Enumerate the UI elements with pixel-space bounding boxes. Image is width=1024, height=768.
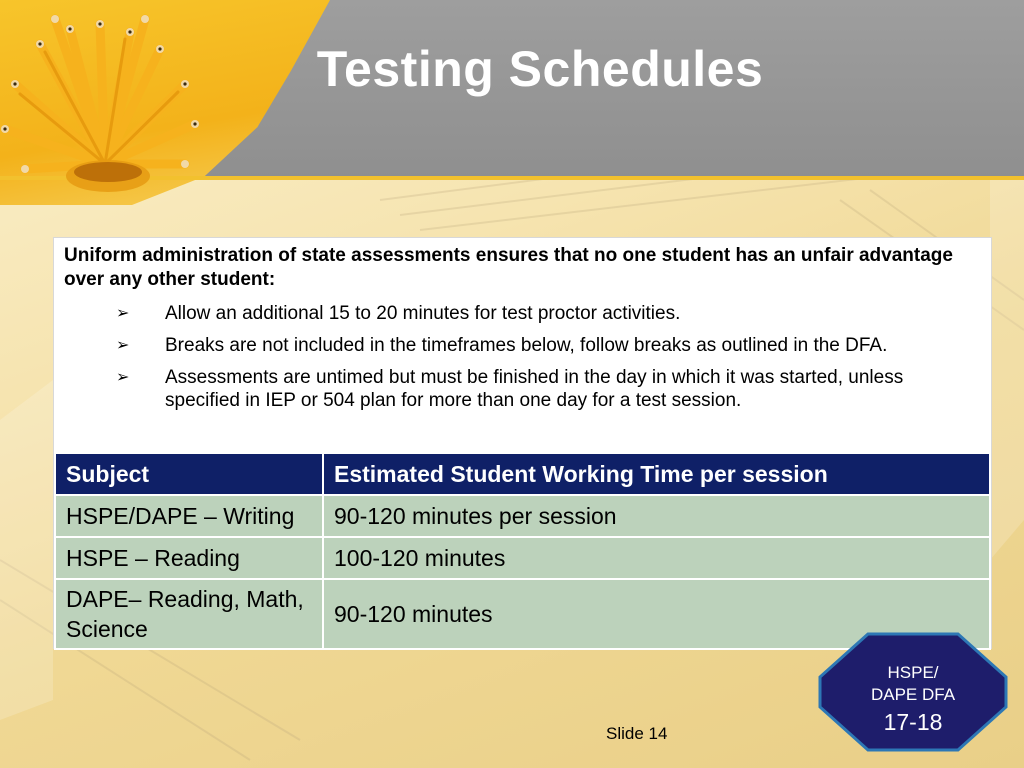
bullet-list [112, 302, 982, 421]
content-box [53, 237, 992, 649]
list-item [112, 302, 982, 325]
arrow-bullet-icon: ➢ [116, 369, 130, 386]
table-row [55, 537, 990, 579]
bullet-text: Breaks are not included in the timeframes below, follow breaks as outlined in the DFA. [165, 335, 888, 356]
table-cell: HSPE – Reading [55, 537, 323, 579]
table-cell: HSPE/DAPE – Writing [55, 495, 323, 537]
badge-line-3: 17-18 [883, 709, 943, 735]
table-cell: 100-120 minutes [323, 537, 990, 579]
bullet-text: Assessments are untimed but must be finished in the day in which it was started, unless specified in IEP or 504 plan for more than one day for a test session. [165, 367, 904, 411]
table-cell: 90-120 minutes [323, 579, 990, 649]
column-header-subject: Subject [55, 453, 323, 495]
page-title: Testing Schedules [316, 41, 764, 97]
schedule-table [54, 452, 991, 650]
arrow-bullet-icon: ➢ [116, 305, 130, 322]
badge-line-2: DAPE DFA [870, 685, 956, 704]
slide-number: Slide 14 [606, 724, 668, 743]
table-cell: DAPE– Reading, Math, Science [55, 579, 323, 649]
list-item [112, 334, 982, 357]
bullet-text: Allow an additional 15 to 20 minutes for test proctor activities. [165, 303, 681, 324]
intro-text: Uniform administration of state assessments ensures that no one student has an unfair advantage over any other student: [64, 245, 953, 290]
list-item [112, 366, 982, 412]
table-row [55, 495, 990, 537]
pencils-cup-icon [0, 14, 210, 204]
column-header-time: Estimated Student Working Time per session [323, 453, 990, 495]
badge-line-1: HSPE/ [887, 663, 939, 682]
table-cell: 90-120 minutes per session [323, 495, 990, 537]
badge [818, 662, 1008, 736]
arrow-bullet-icon: ➢ [116, 337, 130, 354]
table-header-row [55, 453, 990, 495]
